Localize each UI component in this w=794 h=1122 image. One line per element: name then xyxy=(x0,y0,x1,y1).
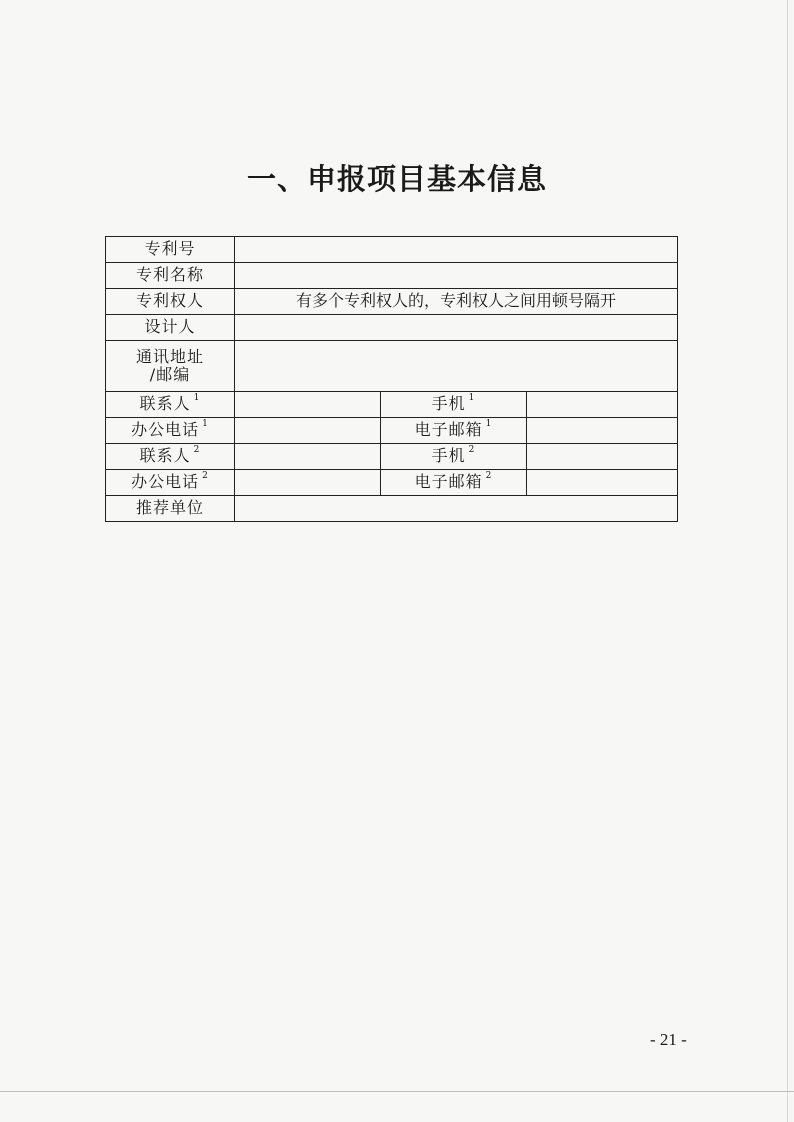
label-patent-name: 专利名称 xyxy=(106,263,235,289)
project-info-table xyxy=(105,236,678,522)
superscript: 1 xyxy=(202,419,209,430)
address-postcode-field[interactable] xyxy=(235,341,678,392)
label-address-postcode xyxy=(106,341,235,392)
email-2-field[interactable] xyxy=(527,470,678,496)
superscript: 1 xyxy=(485,419,493,430)
label-text: 联系人 xyxy=(139,394,191,414)
label-text: 联系人 xyxy=(139,446,191,466)
patent-number-field[interactable] xyxy=(235,237,678,263)
contact-2-field[interactable] xyxy=(235,444,381,470)
label-recommender: 推荐单位 xyxy=(106,496,235,522)
table-row xyxy=(106,418,678,444)
label-contact-1 xyxy=(106,392,235,418)
bottom-divider xyxy=(0,1091,794,1092)
office-phone-1-field[interactable] xyxy=(235,418,381,444)
table-row xyxy=(106,392,678,418)
patentee-field[interactable]: 有多个专利权人的，专利权人之间用顿号隔开 xyxy=(235,289,678,315)
superscript: 2 xyxy=(468,445,476,456)
mobile-2-field[interactable] xyxy=(527,444,678,470)
recommender-field[interactable] xyxy=(235,496,678,522)
table-row xyxy=(106,341,678,392)
contact-1-field[interactable] xyxy=(235,392,381,418)
label-patentee: 专利权人 xyxy=(106,289,235,315)
label-text: 办公电话 xyxy=(131,420,200,440)
label-text: 手机 xyxy=(431,446,466,466)
table-row xyxy=(106,470,678,496)
label-email-2 xyxy=(381,470,527,496)
label-office-phone-2 xyxy=(106,470,235,496)
table-row xyxy=(106,263,678,289)
superscript: 2 xyxy=(202,471,209,482)
email-1-field[interactable] xyxy=(527,418,678,444)
label-patent-number: 专利号 xyxy=(106,237,235,263)
table-row xyxy=(106,237,678,263)
superscript: 2 xyxy=(193,445,201,456)
label-address-line2: /邮编 xyxy=(149,365,191,384)
office-phone-2-field[interactable] xyxy=(235,470,381,496)
label-text: 电子邮箱 xyxy=(414,472,483,492)
patent-name-field[interactable] xyxy=(235,263,678,289)
table-row xyxy=(106,315,678,341)
label-email-1 xyxy=(381,418,527,444)
designer-field[interactable] xyxy=(235,315,678,341)
label-contact-2 xyxy=(106,444,235,470)
page-number: - 21 - xyxy=(650,1030,687,1049)
superscript: 2 xyxy=(485,471,493,482)
label-address-line1: 通讯地址 xyxy=(135,346,204,366)
superscript: 1 xyxy=(468,393,476,404)
label-mobile-1 xyxy=(381,392,527,418)
table-row xyxy=(106,496,678,522)
label-text: 手机 xyxy=(431,394,466,414)
label-text: 电子邮箱 xyxy=(414,420,483,440)
table-row xyxy=(106,444,678,470)
label-text: 办公电话 xyxy=(131,472,200,492)
mobile-1-field[interactable] xyxy=(527,392,678,418)
label-office-phone-1 xyxy=(106,418,235,444)
table-row xyxy=(106,289,678,315)
superscript: 1 xyxy=(193,393,201,404)
label-mobile-2 xyxy=(381,444,527,470)
label-designer: 设计人 xyxy=(106,315,235,341)
page-title: 一、申报项目基本信息 xyxy=(246,162,547,197)
